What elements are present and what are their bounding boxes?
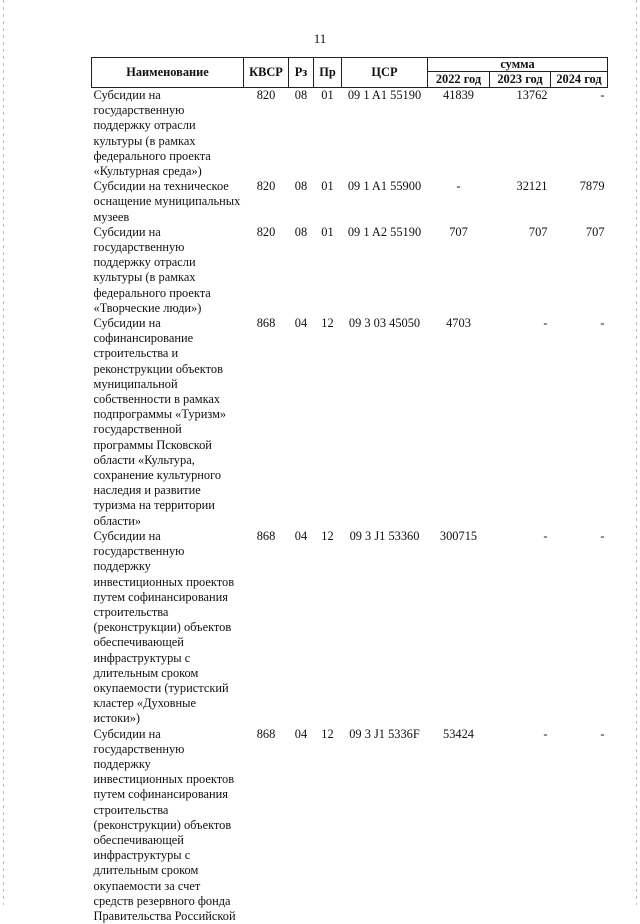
row-kvsr: 868	[244, 316, 289, 529]
header-sum: сумма	[428, 58, 608, 72]
table-row	[92, 727, 608, 924]
left-scan-edge	[3, 0, 4, 905]
row-rz: 04	[289, 529, 314, 727]
row-2022: 300715	[428, 529, 490, 727]
row-kvsr: 868	[244, 727, 289, 924]
row-2023: -	[490, 529, 551, 727]
table-row	[92, 179, 608, 225]
row-pr: 12	[314, 316, 342, 529]
row-2022: -	[428, 179, 490, 225]
header-year-2023: 2023 год	[490, 71, 551, 87]
row-csr: 09 1 A1 55900	[342, 179, 428, 225]
row-2023: -	[490, 316, 551, 529]
page-number: 11	[0, 31, 640, 47]
row-csr: 09 3 J1 5336F	[342, 727, 428, 924]
row-pr: 01	[314, 88, 342, 180]
header-csr: ЦСР	[342, 58, 428, 88]
header-kvsr: КВСР	[244, 58, 289, 88]
row-pr: 12	[314, 529, 342, 727]
header-rz: Рз	[289, 58, 314, 88]
row-pr: 01	[314, 225, 342, 316]
row-pr: 01	[314, 179, 342, 225]
row-2023: -	[490, 727, 551, 924]
row-rz: 08	[289, 179, 314, 225]
row-name: Субсидии на государственную поддержку отрасли культуры (в рамках федерального проекта «Творческие люди»)	[92, 225, 244, 316]
right-scan-edge	[636, 0, 637, 905]
row-2023: 13762	[490, 88, 551, 180]
row-name: Субсидии на государственную поддержку инвестиционных проектов путем софинансирования строительства (реконструкции) объектов обеспечивающей инфраструктуры с длительным сроком окупаемости за счет средств резервного фонда Правительства Российской	[92, 727, 244, 924]
table-row	[92, 316, 608, 529]
row-2024: 7879	[551, 179, 608, 225]
row-pr: 12	[314, 727, 342, 924]
row-2023: 32121	[490, 179, 551, 225]
row-rz: 08	[289, 88, 314, 180]
table-header	[92, 58, 608, 88]
row-2022: 41839	[428, 88, 490, 180]
row-2024: -	[551, 529, 608, 727]
row-name: Субсидии на государственную поддержку отрасли культуры (в рамках федерального проекта «Культурная среда»)	[92, 88, 244, 180]
row-kvsr: 820	[244, 88, 289, 180]
row-name: Субсидии на софинансирование строительства и реконструкции объектов муниципальной собственности в рамках подпрограммы «Туризм» государственной программы Псковской области «Культура, сохранение культурного наследия и развитие туризма на территории области»	[92, 316, 244, 529]
row-2024: -	[551, 727, 608, 924]
table-row	[92, 88, 608, 180]
table-row	[92, 529, 608, 727]
row-2022: 53424	[428, 727, 490, 924]
budget-table-container	[91, 57, 607, 924]
row-rz: 04	[289, 316, 314, 529]
row-rz: 04	[289, 727, 314, 924]
table-body	[92, 88, 608, 924]
header-year-2024: 2024 год	[551, 71, 608, 87]
row-kvsr: 820	[244, 179, 289, 225]
row-kvsr: 868	[244, 529, 289, 727]
row-name: Субсидии на государственную поддержку инвестиционных проектов путем софинансирования строительства (реконструкции) объектов обеспечивающей инфраструктуры с длительным сроком окупаемости (туристский кластер «Духовные истоки»)	[92, 529, 244, 727]
budget-table	[91, 57, 608, 924]
row-csr: 09 3 J1 53360	[342, 529, 428, 727]
row-2024: -	[551, 316, 608, 529]
row-csr: 09 1 A2 55190	[342, 225, 428, 316]
header-name: Наименование	[92, 58, 244, 88]
row-csr: 09 3 03 45050	[342, 316, 428, 529]
row-2022: 707	[428, 225, 490, 316]
row-2024: 707	[551, 225, 608, 316]
header-pr: Пр	[314, 58, 342, 88]
row-2024: -	[551, 88, 608, 180]
row-kvsr: 820	[244, 225, 289, 316]
row-rz: 08	[289, 225, 314, 316]
row-name: Субсидии на техническое оснащение муниципальных музеев	[92, 179, 244, 225]
table-row	[92, 225, 608, 316]
row-csr: 09 1 A1 55190	[342, 88, 428, 180]
row-2023: 707	[490, 225, 551, 316]
row-2022: 4703	[428, 316, 490, 529]
header-year-2022: 2022 год	[428, 71, 490, 87]
